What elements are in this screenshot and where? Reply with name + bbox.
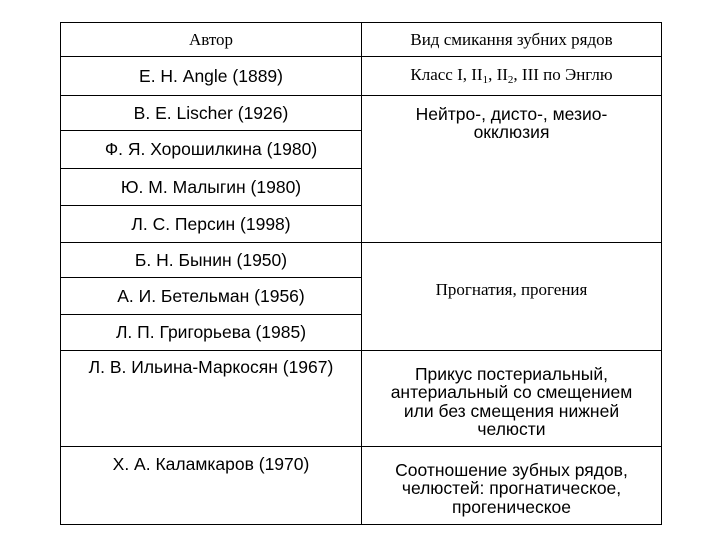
occlusion-type-cell	[362, 57, 662, 96]
table-row	[61, 57, 662, 96]
table-row	[61, 351, 662, 447]
table-header-row	[61, 23, 662, 57]
subscript: 1	[482, 73, 489, 86]
author-cell: Х. А. Каламкаров (1970)	[61, 447, 362, 525]
subscript: 2	[507, 73, 514, 86]
type-text: Класс I, II	[410, 64, 483, 84]
type-line: Прикус постериальный,	[414, 363, 609, 384]
type-line: антериальный со смещением	[390, 382, 633, 403]
author-cell: Б. Н. Бынин (1950)	[61, 243, 362, 278]
author-cell: В. Е. Lischer (1926)	[61, 96, 362, 131]
author-cell: Л. В. Ильина-Маркосян (1967)	[61, 351, 362, 447]
header-occlusion-type: Вид смикання зубних рядов	[362, 23, 662, 57]
type-text: Прогнатия, прогения	[435, 279, 588, 299]
type-text: , III по Энглю	[513, 64, 613, 84]
classification-table	[60, 22, 662, 525]
type-line: челюстей: прогнатическое,	[401, 478, 622, 499]
author-cell: Ф. Я. Хорошилкина (1980)	[61, 131, 362, 169]
author-cell: А. И. Бетельман (1956)	[61, 278, 362, 315]
type-line: или без смещения нижней	[403, 400, 620, 421]
type-line: челюсти	[477, 418, 546, 439]
occlusion-type-cell	[362, 351, 662, 447]
header-author: Автор	[61, 23, 362, 57]
author-cell: Л. С. Персин (1998)	[61, 206, 362, 243]
occlusion-type-cell	[362, 103, 662, 243]
author-cell: Е. Н. Angle (1889)	[61, 57, 362, 96]
table-row	[61, 131, 662, 169]
type-text: , II	[488, 64, 508, 84]
table-row	[61, 243, 662, 278]
type-line: Нейтро-, дисто-, мезио-	[415, 103, 608, 124]
occlusion-type-cell	[362, 447, 662, 525]
occlusion-type-cell	[362, 243, 662, 351]
type-line: прогеническое	[451, 496, 572, 517]
author-cell: Ю. М. Малыгин (1980)	[61, 169, 362, 206]
table-row	[61, 447, 662, 525]
type-line: окклюзия	[473, 121, 550, 142]
type-line: Соотношение зубных рядов,	[395, 459, 628, 480]
author-cell: Л. П. Григорьева (1985)	[61, 315, 362, 351]
